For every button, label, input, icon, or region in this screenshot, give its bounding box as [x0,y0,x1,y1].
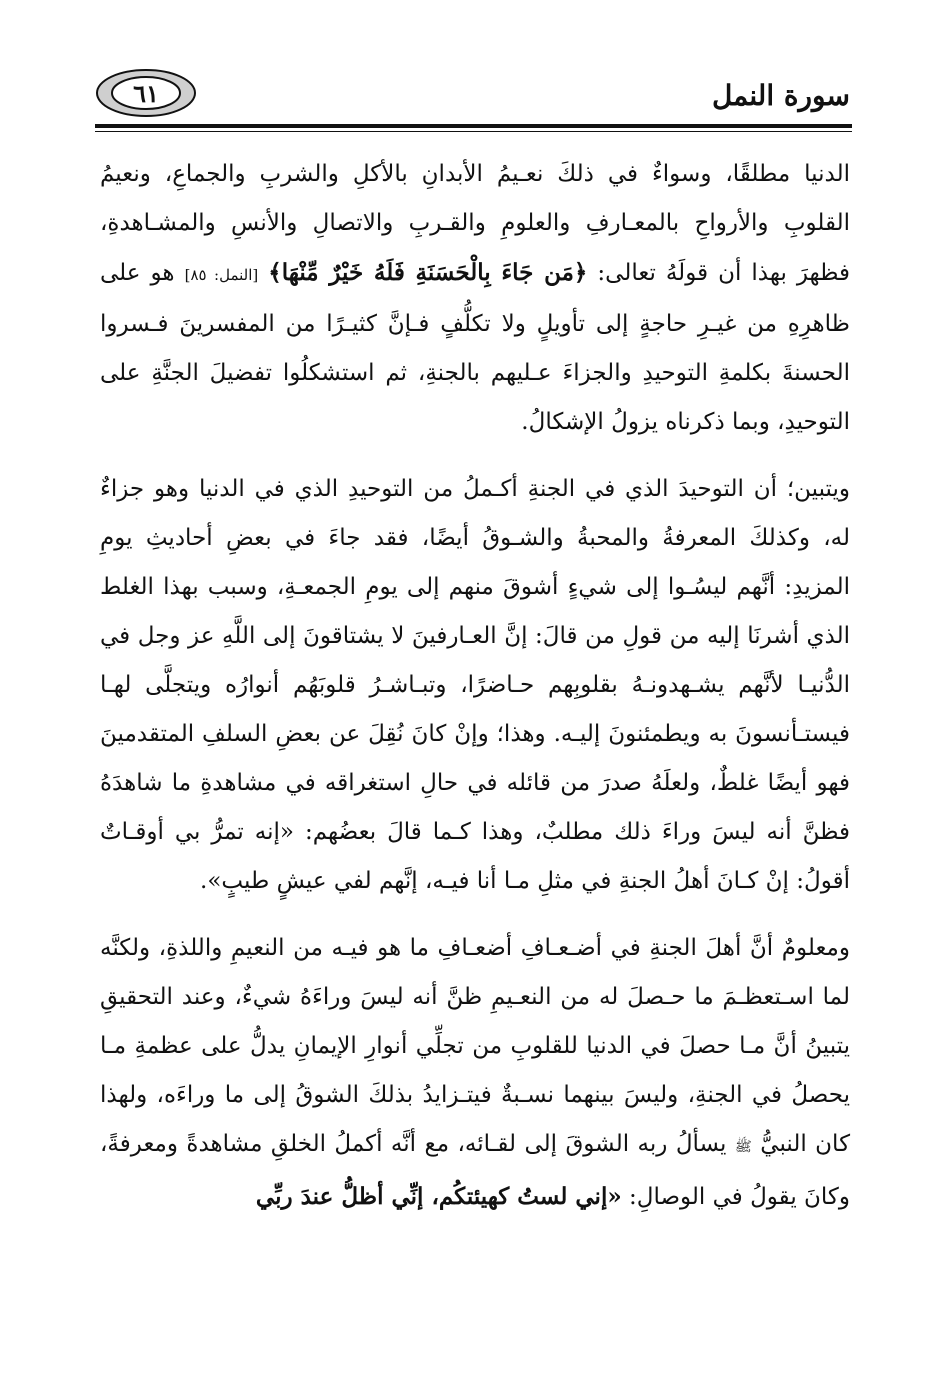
paragraph-1 [100,150,850,447]
header-rule-thin [95,131,852,132]
surah-title: سورة النمل [711,79,850,112]
salutation-glyph: ﷺ [734,1139,752,1155]
paragraph-3 [100,924,850,1222]
verse-citation: [النمل: ٨٥] [184,266,259,284]
paragraph-2: ويتبين؛ أن التوحيدَ الذي في الجنةِ أكـملُ من التوحيدِ الذي في الدنيا وهو جزاءٌ له، وكذلكَ المعرفةُ والمحبةُ والشـوقُ أيضًا، فقد جاءَ في بعضِ أحاديثِ يومِ المزيدِ: أنَّهم ليسُـوا إلى شيءٍ أشوقَ منهم إلى يومِ الجمعـةِ، وسبب بهذا الغلط الذي أشرنَا إليه من قولِ من قالَ: إنَّ العـارفينَ لا يشتاقونَ إلى اللَّهِ عز وجل في الدُّنيـا لأنَّهم يشـهدونـهُ بقلوبِهم حـاضرًا، وتبـاشـرُ قلوبَهُم أنوارُه ويتجلَّى لهـا فيستـأنسونَ به ويطمئنونَ إليـه. وهذا؛ وإنْ كانَ نُقِلَ عن بعضِ السلفِ المتقدمينَ فهو أيضًا غلطٌ، ولعلَهُ صدرَ من قائله في حالِ استغراقه في مشاهدةِ ما شاهدَهُ فظنَّ أنه ليسَ وراءَ ذلك مطلبٌ، وهذا كـما قالَ بعضُهم: «إنه تمرُّ بي أوقـاتٌ أقولُ: إنْ كـانَ أهلُ الجنةِ في مثلِ مـا أنا فيـه، إنَّهم لفي عيشٍ طيبٍ». [100,476,850,894]
paragraph-text: ومعلومٌ أنَّ أهلَ الجنةِ في أضـعـافِ أضعـافِ ما هو فيـه من النعيمِ واللذةِ، ولكنَّه لما اسـتعظـمَ ما حـصلَ له من النعـيمِ ظنَّ أنه ليسَ وراءَهُ شيءٌ، وعند التحقيقِ يتبينُ أنَّ مـا حصلَ في الدنيا للقلوبِ من تجلِّي أنوارِ الإيمانِ يدلُّ على عظمةِ مـا يحصلُ في الجنةِ، وليسَ بينهما نسـبةٌ فيتـزايدُ بذلكَ الشوقُ إلى ما وراءَه، ولهذا كان النبيُّ [100,935,851,1157]
page-header [95,68,850,128]
header-rule-thick [95,124,852,128]
paragraph-text: هو على ظاهرِهِ من غيـرِ حاجةٍ إلى تأويلٍ ولا تكلُّفٍ فـإنَّ كثيـرًا من المفسرينَ فـسروا الحسنةَ بكلمةِ التوحيدِ والجزاءَ عـليهم بالجنةِ، ثم استشكلُوا تفضيلَ الجنَّةِ على التوحيدِ، وبما ذكرناه يزولُ الإشكالُ. [100,260,850,435]
page-number: ٦١ [133,78,159,108]
quran-verse-quote: ﴿مَن جَاءَ بِالْحَسَنَةِ فَلَهُ خَيْرٌ مِّنْهَا﴾ [268,259,588,286]
hadith-quote: «إني لستُ كهيئتكُم، إنِّي أظلُّ عندَ ربِّي [255,1183,622,1210]
paragraph-text: يسألُ ربه الشوقَ إلى لقـائه، مع أنَّه أكملُ الخلقِ مشاهدةً ومعرفةً، وكانَ يقولُ في الوصالِ: [100,1131,850,1210]
body-text [100,150,850,1222]
paragraph-text: الدنيا مطلقًا، وسواءٌ في ذلكَ نعـيمُ الأبدانِ بالأكلِ والشربِ والجماعِ، ونعيمُ القلوبِ والأرواحِ بالمعـارفِ والعلومِ والقـربِ والاتصالِ والأنسِ والمشـاهدةِ، فظهرَ بهذا أن قولَهُ تعالى: [100,161,851,286]
page-number-badge [95,68,197,118]
